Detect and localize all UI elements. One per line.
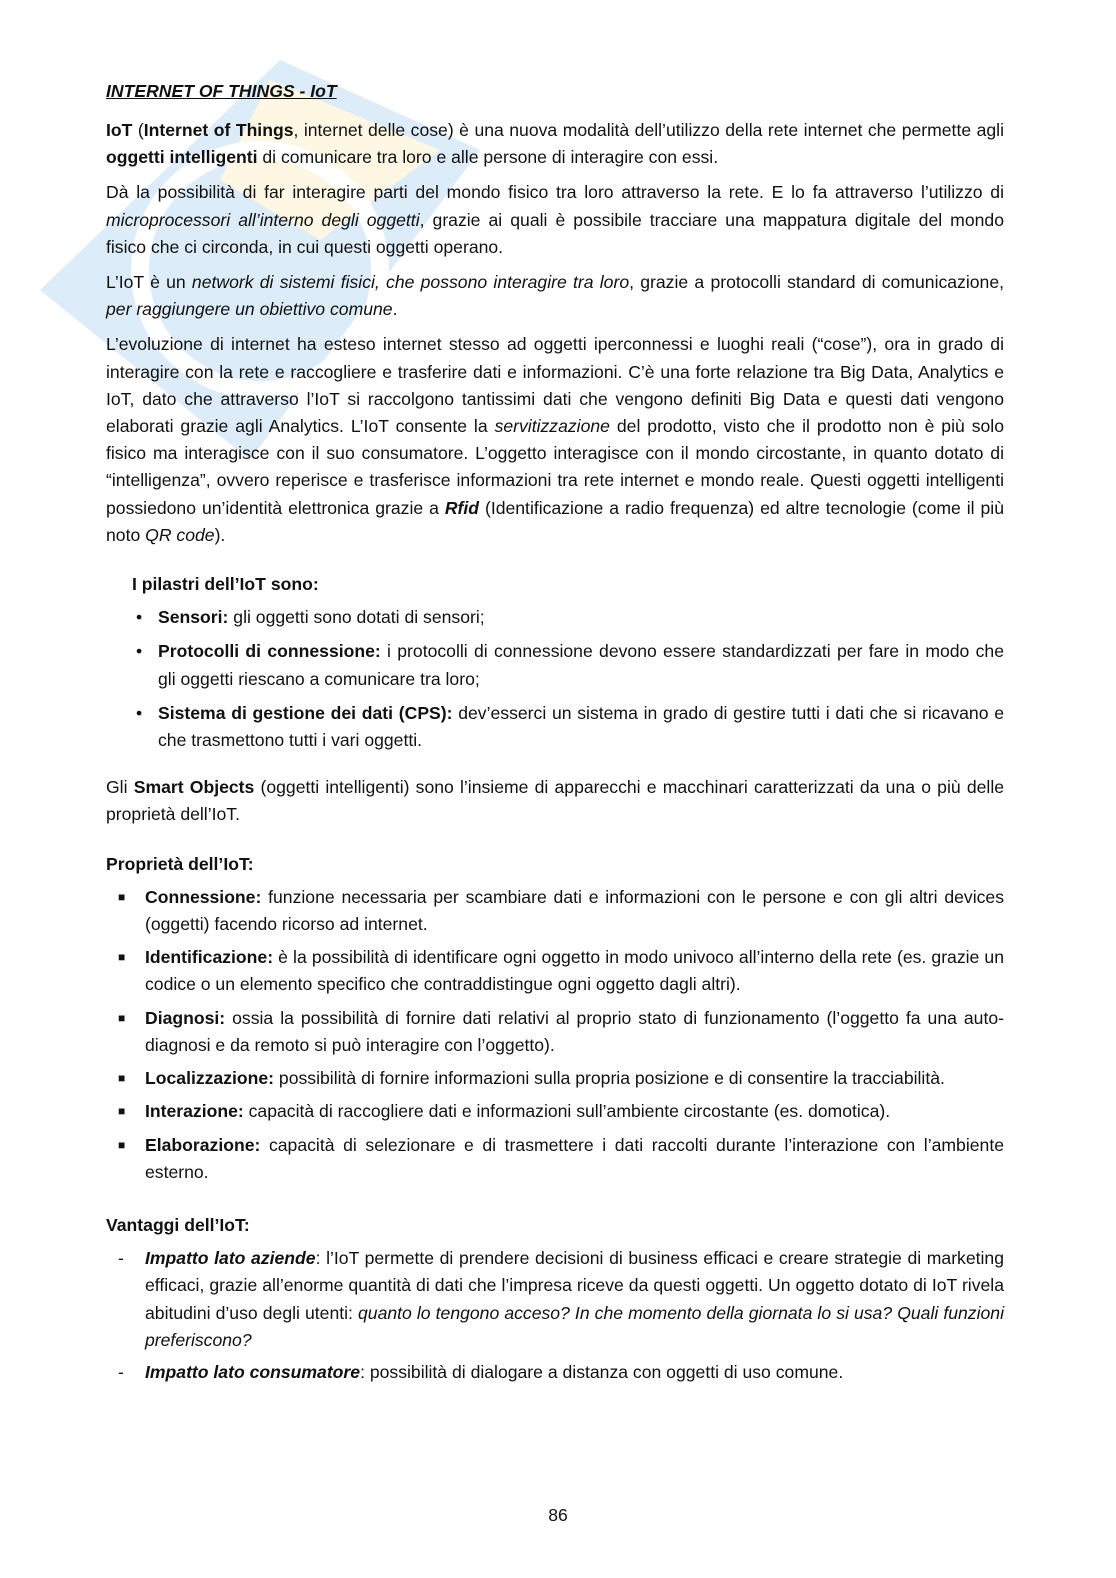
list-item — [106, 884, 1004, 938]
properties-heading: Proprietà dell’IoT: — [106, 853, 254, 874]
list-text: : l’IoT permette di prendere decisioni di business efficaci e creare strategie di marketing efficaci, grazie all’enorme quantità di dati che l’impresa riceve da questi oggetti. Un oggetto dotato di IoT rivela abitudini d’uso degli utenti: — [145, 1248, 1004, 1323]
list-text: funzione necessaria per scambiare dati e informazioni con le persone e con gli altri devices (oggetti) facendo ricorso ad internet. — [145, 886, 1004, 935]
list-term: Localizzazione: — [145, 1068, 275, 1089]
text-run: , grazie ai quali è possibile tracciare una mappatura digitale del mondo fisico che ci circonda, in cui questi oggetti operano. — [106, 209, 1004, 257]
advantages-list — [106, 1245, 1004, 1386]
list-item — [106, 604, 1004, 631]
list-text: : possibilità di dialogare a distanza con oggetti di uso comune. — [360, 1361, 844, 1382]
pillars-heading: I pilastri dell’IoT sono: — [132, 574, 319, 595]
text-run: L’evoluzione di internet ha esteso internet stesso ad oggetti iperconnessi e luoghi reali (“cose”), ora in grado di interagire con la rete e raccogliere e trasferire dati e informazioni. C’è una forte relazione tra Big Data, Analytics e IoT, dato che attraverso l’IoT si raccolgono tantissimi dati che vengono definiti Big Data e questi dati vengono elaborati grazie agli Analytics. L’IoT consente la — [106, 334, 1004, 437]
text-run: L’IoT è un — [106, 272, 192, 293]
page-title: INTERNET OF THINGS - IoT — [106, 81, 337, 101]
bullet-icon: • — [136, 607, 143, 628]
text-run: (oggetti intelligenti) sono l’insieme di apparecchi e macchinari caratterizzati da una o più delle proprietà dell’IoT. — [106, 777, 1005, 825]
list-text: i protocolli di connessione devono essere standardizzati per fare in modo che gli oggetti riescano a comunicare tra loro; — [158, 641, 1004, 689]
list-term: Impatto lato consumatore — [145, 1361, 361, 1382]
square-bullet-icon: ■ — [118, 1071, 126, 1086]
list-term: Identificazione: — [145, 947, 274, 968]
emphasis-text: servitizzazione — [494, 416, 610, 437]
list-text: gli oggetti sono dotati di sensori; — [228, 607, 485, 628]
text-run: . — [392, 299, 398, 320]
list-text: capacità di raccogliere dati e informazioni sull’ambiente circostante (es. domotica). — [243, 1101, 891, 1122]
emphasis-text: microprocessori all’interno degli oggetti — [106, 209, 420, 230]
list-item — [106, 638, 1004, 692]
list-item — [106, 944, 1004, 998]
advantages-heading: Vantaggi dell’IoT: — [106, 1214, 250, 1235]
smart-objects-paragraph — [106, 774, 1004, 828]
square-bullet-icon: ■ — [118, 950, 126, 965]
emphasis-text: QR code — [145, 524, 215, 545]
text-run: , internet delle cose) è una nuova modalità dell’utilizzo della rete internet che permette agli — [293, 120, 1004, 140]
list-item — [106, 1065, 1004, 1092]
list-item — [106, 700, 1004, 754]
list-item — [106, 1005, 1004, 1059]
bullet-icon: • — [136, 702, 143, 723]
list-item — [106, 1359, 1004, 1386]
pillars-list — [106, 604, 1004, 754]
term-oggetti-intelligenti: oggetti intelligenti — [106, 147, 258, 168]
emphasis-text: network di sistemi fisici, che possono interagire tra loro — [191, 272, 630, 293]
term-smart-objects: Smart Objects — [133, 777, 255, 798]
text-run: Dà la possibilità di far interagire parti del mondo fisico tra loro attraverso la rete. E lo fa attraverso l’utilizzo di — [106, 182, 1004, 203]
square-bullet-icon: ■ — [118, 1137, 126, 1152]
dash-bullet-icon: - — [118, 1248, 124, 1269]
square-bullet-icon: ■ — [118, 1010, 126, 1025]
list-text: capacità di selezionare e di trasmettere i dati raccolti durante l’interazione con l’ambiente esterno. — [145, 1134, 1004, 1182]
intro-paragraph-4 — [106, 331, 1004, 549]
document-page — [106, 78, 1004, 1391]
emphasis-text: per raggiungere un obiettivo comune — [106, 299, 393, 320]
list-text: possibilità di fornire informazioni sulla propria posizione e di consentire la tracciabilità. — [274, 1068, 945, 1089]
text-run: di comunicare tra loro e alle persone di interagire con essi. — [257, 147, 719, 168]
text-run: del prodotto, visto che il prodotto non è più solo fisico ma interagisce con il suo consumatore. L’oggetto interagisce con il mondo circostante, in quanto dotato di “intelligenza”, ovvero reperisce e trasferisce informazioni tra rete internet e mondo reale. Questi oggetti intelligenti possiedono un’identità elettronica grazie a — [106, 416, 1004, 518]
intro-paragraph-3 — [106, 269, 1004, 323]
text-run: ). — [214, 524, 226, 545]
square-bullet-icon: ■ — [118, 889, 126, 904]
dash-bullet-icon: - — [118, 1361, 124, 1382]
list-item — [106, 1098, 1004, 1125]
bullet-icon: • — [136, 641, 143, 662]
text-run: ( — [132, 120, 144, 140]
term-internet-of-things: Internet of Things — [143, 120, 294, 140]
list-term: Elaborazione: — [145, 1134, 261, 1155]
list-term: Impatto lato aziende — [145, 1248, 316, 1269]
list-text: dev’esserci un sistema in grado di gestire tutti i dati che si ricavano e che trasmettono tutti i vari oggetti. — [158, 702, 1004, 751]
intro-paragraph-1 — [106, 117, 1004, 171]
properties-list — [106, 884, 1004, 1186]
list-term: Sistema di gestione dei dati (CPS): — [158, 702, 453, 723]
text-run: Gli — [106, 777, 134, 798]
term-iot: IoT — [106, 120, 133, 140]
square-bullet-icon: ■ — [118, 1104, 126, 1119]
list-text: è la possibilità di identificare ogni oggetto in modo univoco all’interno della rete (es. grazie un codice o un elemento specifico che contraddistingue ogni oggetto dagli altri). — [145, 947, 1004, 995]
list-text: ossia la possibilità di fornire dati relativi al proprio stato di funzionamento (l’oggetto fa una auto-diagnosi e da remoto si può interagire con l’oggetto). — [145, 1007, 1004, 1055]
text-run: , grazie a protocolli standard di comunicazione, — [629, 272, 1005, 293]
page-number: 86 — [548, 1505, 568, 1525]
list-term: Connessione: — [145, 886, 262, 907]
intro-paragraph-2 — [106, 179, 1004, 261]
list-term: Diagnosi: — [145, 1007, 226, 1028]
list-term: Sensori: — [158, 607, 229, 628]
text-run: (Identificazione a radio frequenza) ed altre tecnologie (come il più noto — [106, 497, 1004, 545]
list-term: Protocolli di connessione: — [158, 641, 381, 662]
list-term: Interazione: — [145, 1101, 244, 1122]
list-item — [106, 1132, 1004, 1186]
list-item — [106, 1245, 1004, 1354]
emphasis-text: quanto lo tengono acceso? In che momento della giornata lo si usa? Quali funzioni preferiscono? — [145, 1302, 1004, 1350]
term-rfid: Rfid — [444, 497, 480, 518]
